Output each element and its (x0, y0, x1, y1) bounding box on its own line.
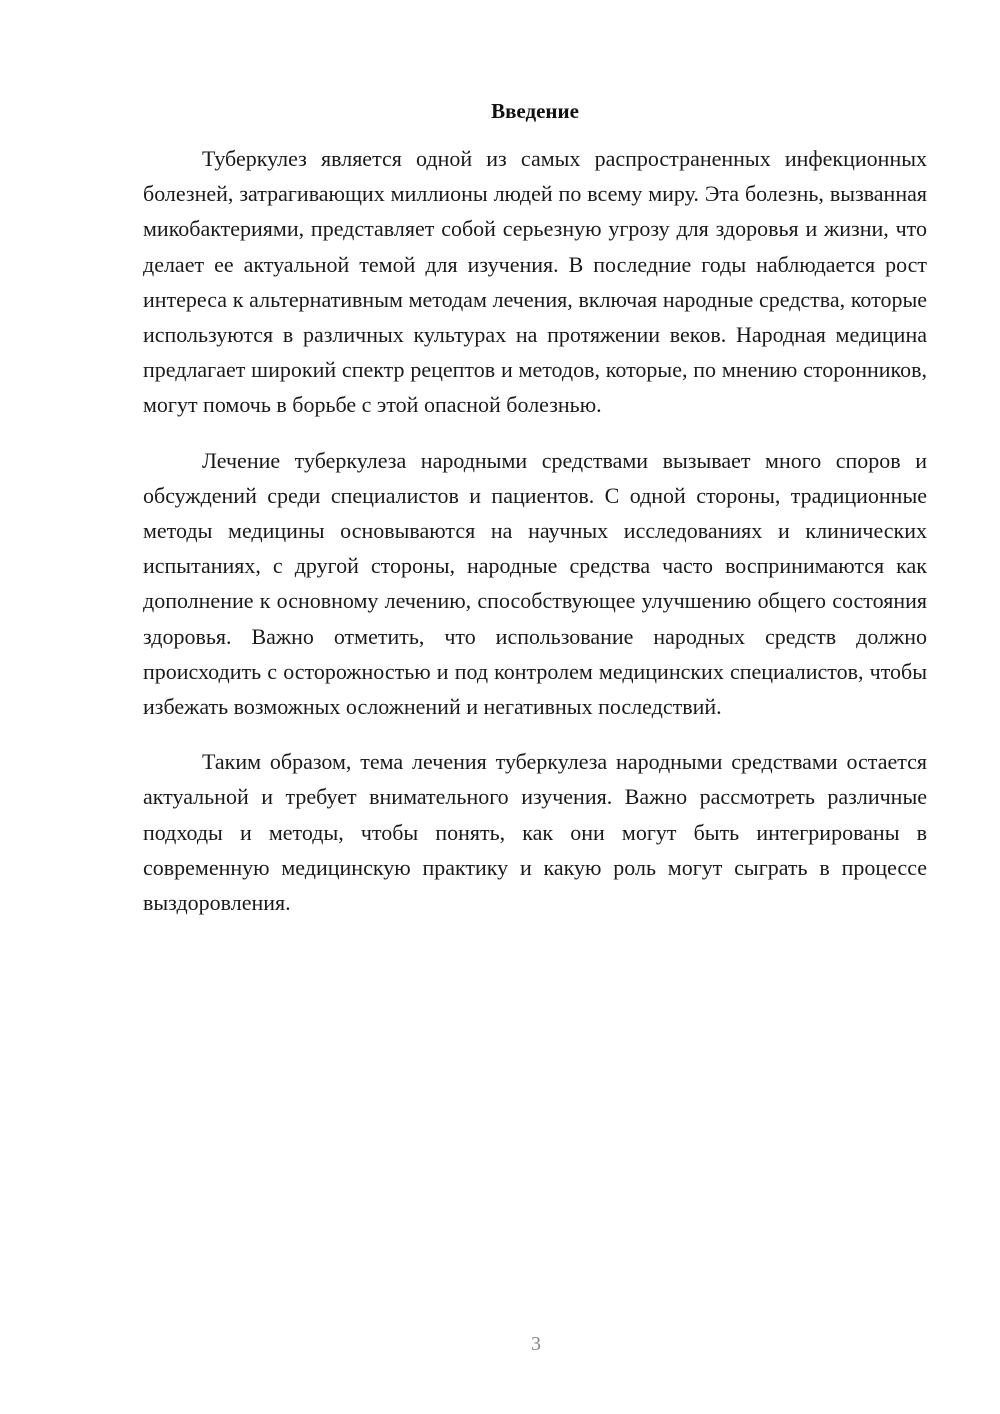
paragraph-1: Туберкулез является одной из самых распространенных инфекционных болезней, затрагивающих миллионы людей по всему миру. Эта болезнь, вызванная микобактериями, представляет собой серьезную угрозу для здоровья и жизни, что делает ее актуальной темой для изучения. В последние годы наблюдается рост интереса к альтернативным методам лечения, включая народные средства, которые используются в различных культурах на протяжении веков. Народная медицина предлагает широкий спектр рецептов и методов, которые, по мнению сторонников, могут помочь в борьбе с этой опасной болезнью. (143, 146, 927, 418)
page-number: 3 (531, 1333, 541, 1355)
section-title: Введение (491, 99, 579, 123)
paragraph-2: Лечение туберкулеза народными средствами вызывает много споров и обсуждений среди специалистов и пациентов. С одной стороны, традиционные методы медицины основываются на научных исследованиях и клинических испытаниях, с другой стороны, народные средства часто воспринимаются как дополнение к основному лечению, способствующее улучшению общего состояния здоровья. Важно отметить, что использование народных средств должно происходить с осторожностью и под контролем медицинских специалистов, чтобы избежать возможных осложнений и негативных последствий. (143, 447, 927, 720)
paragraph-3: Таким образом, тема лечения туберкулеза народными средствами остается актуальной и требует внимательного изучения. Важно рассмотреть различные подходы и методы, чтобы понять, как они могут быть интегрированы в современную медицинскую практику и какую роль могут сыграть в процессе выздоровления. (143, 749, 927, 916)
document-body (143, 94, 927, 940)
